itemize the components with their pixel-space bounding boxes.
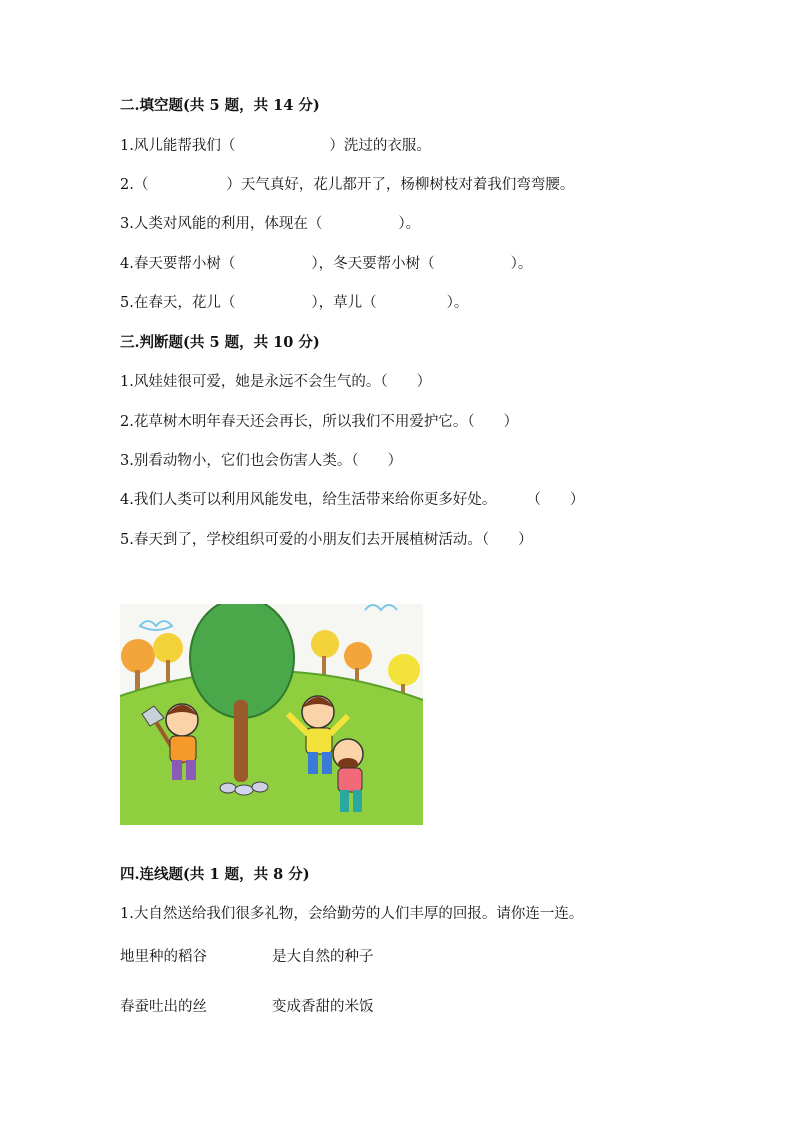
question-text: 1.风娃娃很可爱，她是永远不会生气的。 [120, 374, 381, 390]
question-text: ）。 [446, 295, 469, 311]
section-heading-fill: 二.填空题(共 5 题，共 14 分) [120, 97, 320, 114]
question-text: ）。 [510, 256, 533, 272]
section-heading-match: 四.连线题(共 1 题，共 8 分) [120, 866, 310, 883]
question-text: 4.春天要帮小树（ [120, 256, 236, 272]
fill-question-5 [120, 293, 468, 313]
question-text: 5.在春天，花儿（ [120, 295, 236, 311]
children-planting-tree-illustration [120, 604, 423, 825]
judge-question-2 [120, 412, 518, 432]
question-text: ）。 [398, 216, 421, 232]
section-heading-judge: 三.判断题(共 5 题，共 10 分) [120, 334, 320, 351]
question-text: 3.别看动物小，它们也会伤害人类。 [120, 453, 352, 469]
answer-paren[interactable]: （ ） [526, 492, 585, 508]
question-text: 2.（ [120, 177, 149, 193]
answer-paren[interactable]: （ ） [351, 453, 403, 469]
judge-question-5 [120, 530, 533, 550]
answer-paren[interactable]: （ ） [467, 414, 519, 430]
match-right-item[interactable]: 是大自然的种子 [272, 949, 374, 965]
question-text: ）天气真好，花儿都开了，杨柳树枝对着我们弯弯腰。 [226, 177, 575, 193]
match-left-item[interactable]: 地里种的稻谷 [120, 949, 207, 965]
fill-question-1 [120, 136, 431, 156]
question-text: 4.我们人类可以利用风能发电，给生活带来给你更多好处。 [120, 492, 497, 508]
answer-paren[interactable]: （ ） [481, 532, 533, 548]
question-text: ），冬天要帮小树（ [311, 256, 435, 272]
question-text: 5.春天到了，学校组织可爱的小朋友们去开展植树活动。 [120, 532, 482, 548]
question-text: 3.人类对风能的利用，体现在（ [120, 216, 323, 232]
fill-question-2 [120, 175, 574, 195]
match-question: 1.大自然送给我们很多礼物，会给勤劳的人们丰厚的回报。请你连一连。 [120, 906, 584, 922]
match-right-item[interactable]: 变成香甜的米饭 [272, 999, 374, 1015]
question-text: ），草儿（ [311, 295, 377, 311]
answer-paren[interactable]: （ ） [380, 374, 432, 390]
fill-question-3 [120, 214, 420, 234]
fill-question-4 [120, 254, 532, 274]
question-text: ）洗过的衣服。 [329, 138, 431, 154]
judge-question-1 [120, 372, 431, 392]
question-text: 2.花草树木明年春天还会再长，所以我们不用爱护它。 [120, 414, 468, 430]
judge-question-3 [120, 451, 402, 471]
illustration-drawing [120, 604, 423, 825]
match-left-item[interactable]: 春蚕吐出的丝 [120, 999, 207, 1015]
judge-question-4 [120, 490, 584, 510]
question-text: 1.风儿能帮我们（ [120, 138, 236, 154]
